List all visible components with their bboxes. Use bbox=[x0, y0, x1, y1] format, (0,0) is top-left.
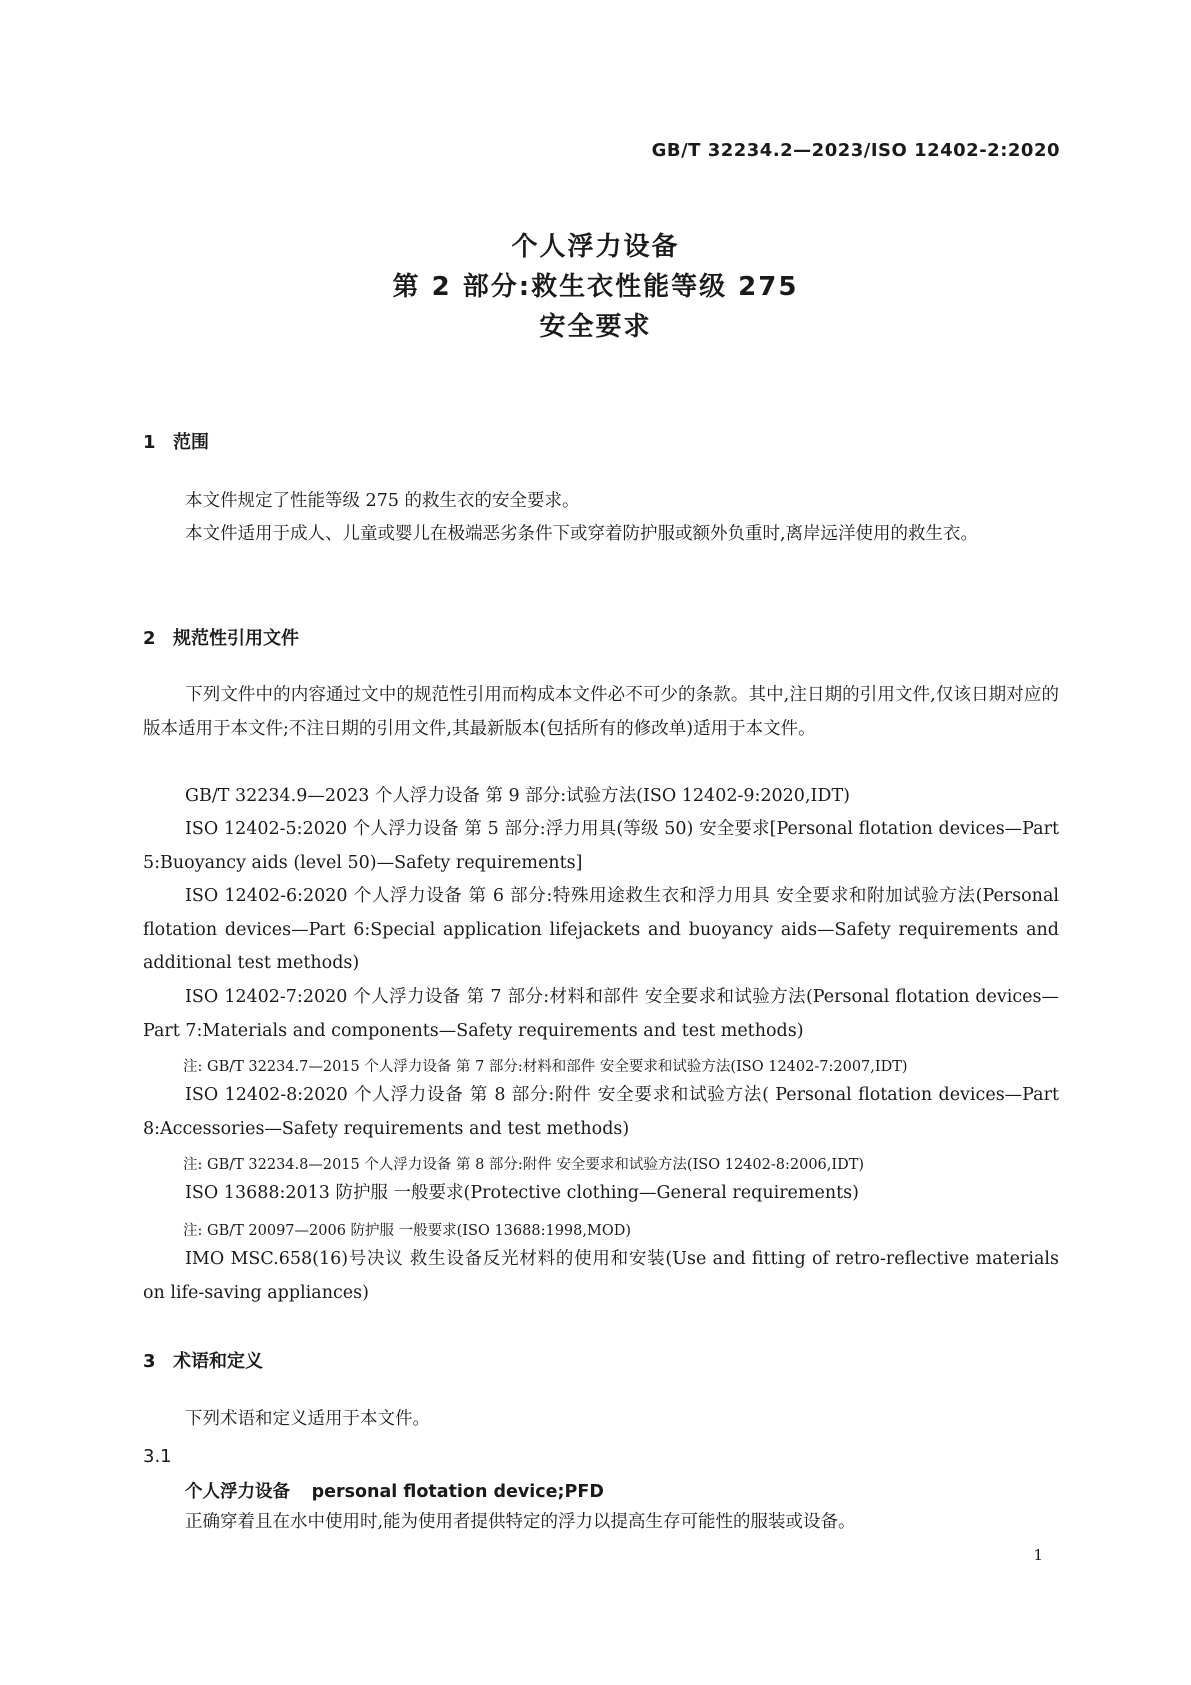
title-line-1: 个人浮力设备 bbox=[511, 232, 680, 262]
section-title: 范围 bbox=[173, 432, 209, 453]
section-2-heading bbox=[143, 624, 299, 650]
term-entry bbox=[185, 1478, 604, 1503]
term-english: personal flotation device;PFD bbox=[311, 1482, 604, 1502]
reference-note: 注: GB/T 20097—2006 防护服 一般要求(ISO 13688:1998,MOD) bbox=[183, 1223, 631, 1239]
term-number: 3.1 bbox=[143, 1446, 172, 1467]
section-title: 术语和定义 bbox=[173, 1351, 263, 1372]
section-number: 1 bbox=[143, 432, 156, 453]
term-chinese: 个人浮力设备 bbox=[185, 1482, 290, 1502]
reference-note: 注: GB/T 32234.7—2015 个人浮力设备 第 7 部分:材料和部件 安全要求和试验方法(ISO 12402-7:2007,IDT) bbox=[183, 1059, 908, 1075]
reference-item: ISO 12402-5:2020 个人浮力设备 第 5 部分:浮力用具(等级 50) 安全要求[Personal flotation devices—Part 5:Buoyancy aids (level 50)—Safety requirements] bbox=[143, 819, 1059, 873]
page-number: 1 bbox=[1033, 1546, 1043, 1564]
terms-intro: 下列术语和定义适用于本文件。 bbox=[185, 1409, 430, 1429]
reference-item: ISO 12402-8:2020 个人浮力设备 第 8 部分:附件 安全要求和试验方法( Personal flotation devices—Part 8:Accessories—Safety requirements and test methods) bbox=[143, 1085, 1059, 1139]
title-line-2: 第 2 部分:救生衣性能等级 275 bbox=[392, 272, 799, 302]
scope-paragraph-1: 本文件规定了性能等级 275 的救生衣的安全要求。 bbox=[185, 491, 580, 511]
reference-item: ISO 12402-7:2020 个人浮力设备 第 7 部分:材料和部件 安全要求和试验方法(Personal flotation devices—Part 7:Materials and components—Safety requirements and test methods) bbox=[143, 987, 1059, 1041]
title-line-3: 安全要求 bbox=[539, 312, 652, 342]
section-number: 3 bbox=[143, 1351, 156, 1372]
section-1-heading bbox=[143, 428, 209, 454]
reference-note: 注: GB/T 32234.8—2015 个人浮力设备 第 8 部分:附件 安全要求和试验方法(ISO 12402-8:2006,IDT) bbox=[183, 1157, 865, 1173]
reference-item: IMO MSC.658(16)号决议 救生设备反光材料的使用和安装(Use and fitting of retro-reflective materials on life-saving appliances) bbox=[143, 1249, 1059, 1303]
normative-references-intro: 下列文件中的内容通过文中的规范性引用而构成本文件必不可少的条款。其中,注日期的引用文件,仅该日期对应的版本适用于本文件;不注日期的引用文件,其最新版本(包括所有的修改单)适用于本文件。 bbox=[143, 685, 1059, 739]
standard-number-header: GB/T 32234.2—2023/ISO 12402-2:2020 bbox=[651, 140, 1060, 161]
section-3-heading bbox=[143, 1347, 263, 1373]
reference-item: ISO 13688:2013 防护服 一般要求(Protective clothing—General requirements) bbox=[185, 1183, 859, 1203]
reference-item: ISO 12402-6:2020 个人浮力设备 第 6 部分:特殊用途救生衣和浮力用具 安全要求和附加试验方法(Personal flotation devices—Part 6:Special application lifejackets and buoyancy aids—Safety requirements and additional test methods) bbox=[143, 886, 1059, 973]
term-definition: 正确穿着且在水中使用时,能为使用者提供特定的浮力以提高生存可能性的服装或设备。 bbox=[185, 1512, 856, 1532]
section-number: 2 bbox=[143, 628, 156, 649]
reference-item: GB/T 32234.9—2023 个人浮力设备 第 9 部分:试验方法(ISO 12402-9:2020,IDT) bbox=[185, 786, 850, 806]
scope-paragraph-2: 本文件适用于成人、儿童或婴儿在极端恶劣条件下或穿着防护服或额外负重时,离岸远洋使用的救生衣。 bbox=[185, 524, 979, 544]
section-title: 规范性引用文件 bbox=[173, 628, 299, 649]
